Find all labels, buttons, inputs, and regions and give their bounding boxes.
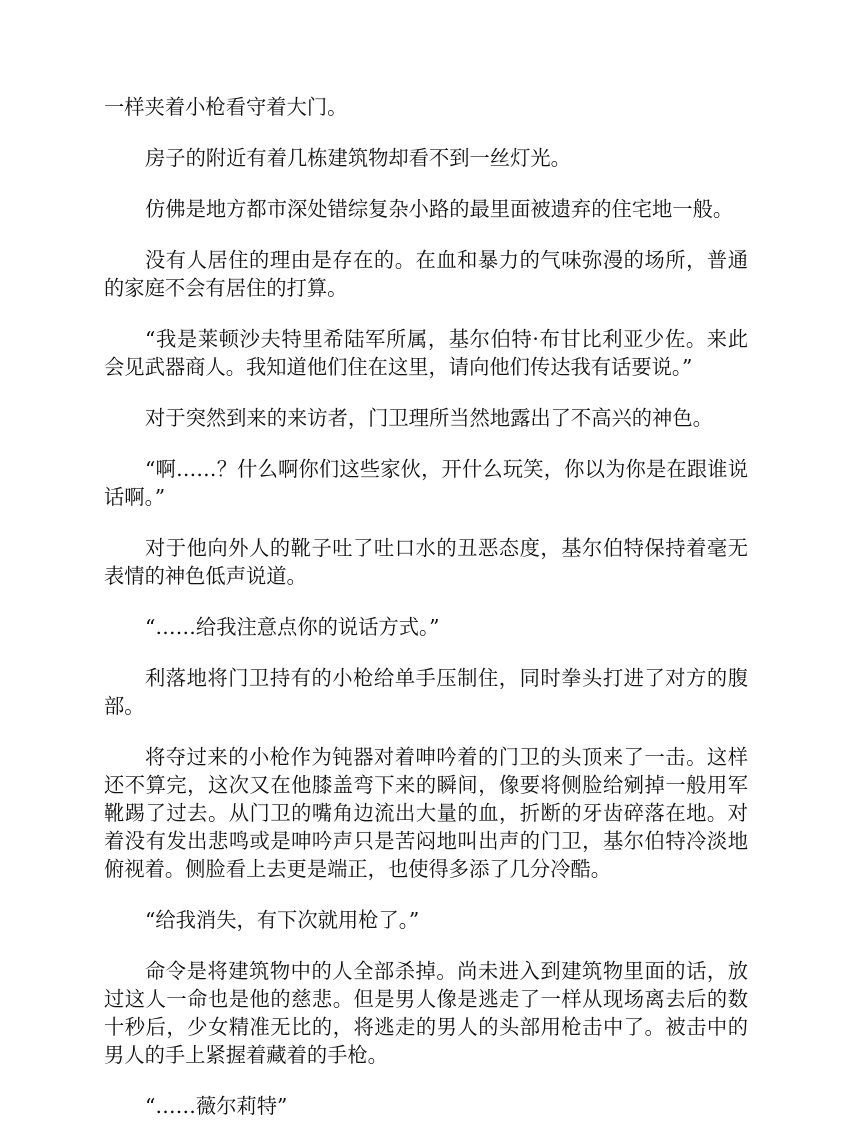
paragraph: 命令是将建筑物中的人全部杀掉。尚未进入到建筑物里面的话，放过这人一命也是他的慈悲。但是男人像是逃走了一样从现场离去后的数十秒后，少女精准无比的，将逃走的男人的头部用枪击中了。被击中的男人的手上紧握着藏着的手枪。 bbox=[104, 959, 748, 1067]
paragraph: “……给我注意点你的说话方式。” bbox=[145, 615, 440, 639]
paragraph: 仿佛是地方都市深处错综复杂小路的最里面被遗弃的住宅地一般。 bbox=[145, 197, 734, 221]
paragraph: “……薇尔莉特” bbox=[145, 1094, 288, 1118]
paragraph: 没有人居住的理由是存在的。在血和暴力的气味弥漫的场所，普通的家庭不会有居住的打算。 bbox=[104, 248, 748, 300]
document-body bbox=[104, 93, 748, 1143]
paragraph: 房子的附近有着几栋建筑物却看不到一丝灯光。 bbox=[145, 146, 571, 170]
paragraph: 利落地将门卫持有的小枪给单手压制住，同时拳头打进了对方的腹部。 bbox=[104, 666, 748, 718]
paragraph: “给我消失，有下次就用枪了。” bbox=[145, 908, 420, 932]
paragraph: 对于突然到来的来访者，门卫理所当然地露出了不高兴的神色。 bbox=[145, 406, 713, 430]
paragraph: 将夺过来的小枪作为钝器对着呻吟着的门卫的头顶来了一击。这样还不算完，这次又在他膝盖弯下来的瞬间，像要将侧脸给剜掉一般用军靴踢了过去。从门卫的嘴角边流出大量的血，折断的牙齿碎落在地。对着没有发出悲鸣或是呻吟声只是苦闷地叫出声的门卫，基尔伯特冷淡地俯视着。侧脸看上去更是端正，也使得多添了几分冷酷。 bbox=[104, 745, 748, 881]
paragraph: “啊……？什么啊你们这些家伙，开什么玩笑，你以为你是在跟谁说话啊。” bbox=[104, 457, 748, 509]
paragraph: “我是莱顿沙夫特里希陆军所属，基尔伯特·布甘比利亚少佐。来此会见武器商人。我知道他们住在这里，请向他们传达我有话要说。” bbox=[104, 327, 748, 379]
paragraph: 一样夹着小枪看守着大门。 bbox=[104, 95, 348, 119]
paragraph: 对于他向外人的靴子吐了吐口水的丑恶态度，基尔伯特保持着毫无表情的神色低声说道。 bbox=[104, 536, 748, 588]
